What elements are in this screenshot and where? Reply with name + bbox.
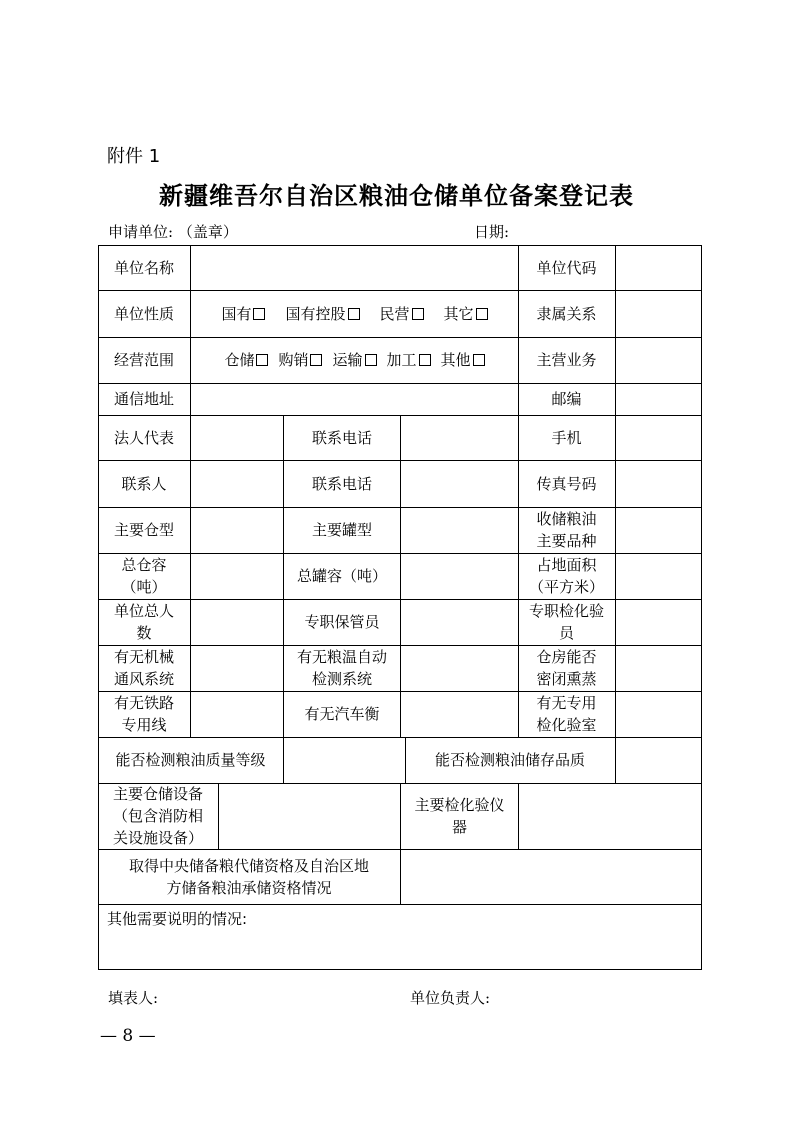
main-tank-type-field[interactable] xyxy=(401,507,518,553)
nature-option[interactable]: 其它 xyxy=(444,303,488,325)
contact-person-label: 联系人 xyxy=(121,474,167,493)
mech-ventilation-field[interactable] xyxy=(191,645,283,691)
business-scope-options xyxy=(191,337,518,383)
unit-nature-label: 单位性质 xyxy=(113,304,174,323)
fumigation-label: 仓房能否 密闭熏蒸 xyxy=(536,648,597,688)
total-staff-field[interactable] xyxy=(191,599,283,645)
full-time-custodian-label: 专职保管员 xyxy=(304,613,380,631)
affiliation-field[interactable] xyxy=(616,290,701,337)
scope-option[interactable]: 加工 xyxy=(387,349,431,371)
full-time-inspector-field[interactable] xyxy=(616,599,701,645)
other-notes-label: 其他需要说明的情况: xyxy=(107,910,248,928)
checkbox-icon[interactable] xyxy=(476,308,488,320)
checkbox-icon[interactable] xyxy=(348,308,360,320)
table-border-right xyxy=(701,245,702,970)
temp-detection-field[interactable] xyxy=(401,645,518,691)
fax-label: 传真号码 xyxy=(536,474,597,493)
leader-label: 单位负责人: xyxy=(410,989,491,1007)
quality-grade-field[interactable] xyxy=(284,737,405,783)
total-tank-capacity-label: 总罐容（吨） xyxy=(296,567,387,585)
business-scope-label: 经营范围 xyxy=(113,351,174,369)
storage-quality-field[interactable] xyxy=(616,737,701,783)
floor-area-label: 占地面积 （平方米） xyxy=(528,556,604,596)
qualification-label: 取得中央储备粮代储资格及自治区地 方储备粮油承储资格情况 xyxy=(128,856,369,897)
rail-line-field[interactable] xyxy=(191,691,283,737)
legal-rep-field[interactable] xyxy=(191,415,283,460)
main-tank-type-label: 主要罐型 xyxy=(311,521,372,539)
form-title: 新疆维吾尔自治区粮油仓储单位备案登记表 xyxy=(159,181,634,210)
contact-phone-label: 联系电话 xyxy=(311,428,372,447)
fax-field[interactable] xyxy=(616,460,701,507)
checkbox-icon[interactable] xyxy=(256,354,268,366)
main-business-label: 主营业务 xyxy=(536,351,597,369)
fumigation-field[interactable] xyxy=(616,645,701,691)
total-capacity-field[interactable] xyxy=(191,553,283,599)
mail-address-field[interactable] xyxy=(191,383,518,415)
scope-option[interactable]: 其他 xyxy=(441,349,485,371)
truck-scale-field[interactable] xyxy=(401,691,518,737)
postcode-label: 邮编 xyxy=(551,390,582,408)
full-time-inspector-label: 专职检化验 员 xyxy=(528,602,604,642)
contact-person-field[interactable] xyxy=(191,460,283,507)
nature-option[interactable]: 国有控股 xyxy=(285,303,359,325)
unit-name-field[interactable] xyxy=(191,245,518,290)
nature-option[interactable]: 民营 xyxy=(380,303,424,325)
filler-label: 填表人: xyxy=(108,989,159,1007)
main-warehouse-type-field[interactable] xyxy=(191,507,283,553)
quality-grade-label: 能否检测粮油质量等级 xyxy=(115,751,266,769)
contact-phone-field[interactable] xyxy=(401,415,518,460)
page-number: — 8 — xyxy=(100,1026,156,1046)
total-capacity-label: 总仓容 （吨） xyxy=(121,556,167,596)
qualification-field[interactable] xyxy=(401,849,701,904)
lab-field[interactable] xyxy=(616,691,701,737)
floor-area-field[interactable] xyxy=(616,553,701,599)
main-business-field[interactable] xyxy=(616,337,701,383)
full-time-custodian-field[interactable] xyxy=(401,599,518,645)
scope-option[interactable]: 仓储 xyxy=(224,349,268,371)
truck-scale-label: 有无汽车衡 xyxy=(304,705,380,723)
checkbox-icon[interactable] xyxy=(419,354,431,366)
scope-option[interactable]: 购销 xyxy=(278,349,322,371)
main-grain-varieties-field[interactable] xyxy=(616,507,701,553)
lab-label: 有无专用 检化验室 xyxy=(536,694,597,734)
unit-code-label: 单位代码 xyxy=(536,258,597,277)
legal-rep-label: 法人代表 xyxy=(113,428,174,447)
applicant-label: 申请单位: （盖章） xyxy=(108,223,238,241)
main-instruments-label: 主要检化验仪 器 xyxy=(414,796,505,836)
attachment-label: 附件 1 xyxy=(107,146,161,167)
mail-address-label: 通信地址 xyxy=(113,390,174,408)
main-instruments-field[interactable] xyxy=(519,783,701,849)
mobile-label: 手机 xyxy=(551,428,582,447)
contact-phone2-field[interactable] xyxy=(401,460,518,507)
main-warehouse-type-label: 主要仓型 xyxy=(113,521,174,539)
contact-phone2-label: 联系电话 xyxy=(311,474,372,493)
checkbox-icon[interactable] xyxy=(310,354,322,366)
unit-code-field[interactable] xyxy=(616,245,701,290)
postcode-field[interactable] xyxy=(616,383,701,415)
main-equipment-field[interactable] xyxy=(219,783,400,849)
rail-line-label: 有无铁路 专用线 xyxy=(113,694,174,734)
scope-option[interactable]: 运输 xyxy=(332,349,376,371)
checkbox-icon[interactable] xyxy=(412,308,424,320)
main-equipment-label: 主要仓储设备 （包含消防相 关设施设备） xyxy=(112,785,203,847)
checkbox-icon[interactable] xyxy=(365,354,377,366)
temp-detection-label: 有无粮温自动 检测系统 xyxy=(296,648,387,688)
storage-quality-label: 能否检测粮油储存品质 xyxy=(434,751,585,769)
mech-ventilation-label: 有无机械 通风系统 xyxy=(113,648,174,688)
unit-name-label: 单位名称 xyxy=(113,258,174,277)
mobile-field[interactable] xyxy=(616,415,701,460)
unit-nature-options xyxy=(191,290,518,337)
checkbox-icon[interactable] xyxy=(253,308,265,320)
checkbox-icon[interactable] xyxy=(473,354,485,366)
total-staff-label: 单位总人 数 xyxy=(113,602,174,642)
affiliation-label: 隶属关系 xyxy=(536,304,597,323)
nature-option[interactable]: 国有 xyxy=(221,303,265,325)
total-tank-capacity-field[interactable] xyxy=(401,553,518,599)
table-border-bottom xyxy=(98,969,701,970)
main-grain-varieties-label: 收储粮油 主要品种 xyxy=(536,510,597,550)
date-label: 日期: xyxy=(474,223,510,241)
